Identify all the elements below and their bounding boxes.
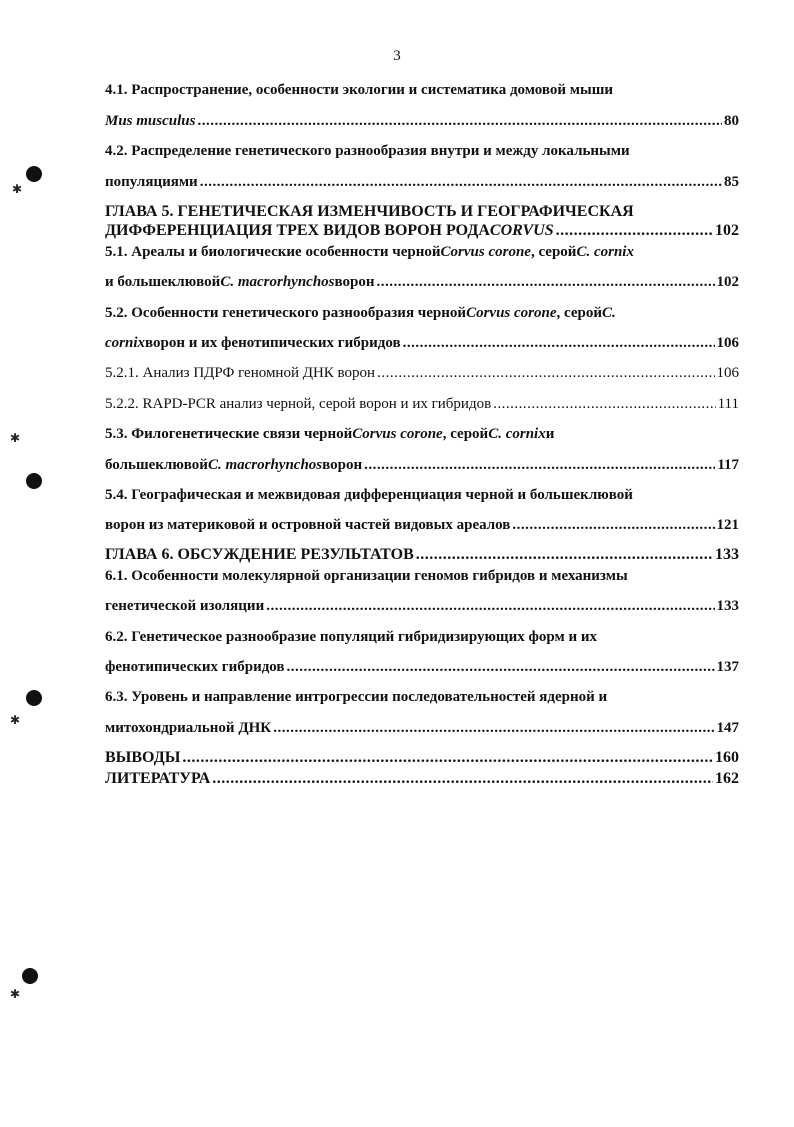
- leader-dots: [493, 392, 715, 416]
- page-ref: 106: [716, 365, 739, 381]
- leader-dots: [197, 109, 722, 133]
- page-ref: 106: [716, 335, 739, 351]
- toc-entry-5-2-title: 5.2. Особенности генетического разнообразия черной Corvus corone , серой C.: [105, 305, 616, 321]
- page-ref: 133: [715, 546, 739, 563]
- toc-entry-5-2-cont: cornix ворон и их фенотипических гибридов ..... 106: [105, 331, 739, 355]
- leader-dots: [377, 361, 714, 385]
- leader-dots: [273, 716, 714, 740]
- toc-entry-4-2-cont: популяциями ..... 85: [105, 170, 739, 194]
- leader-dots: [287, 655, 715, 679]
- page-ref: 160: [715, 749, 739, 766]
- leader-dots: [364, 453, 715, 477]
- scan-speck: ✱: [10, 713, 21, 727]
- leader-dots: [212, 767, 713, 791]
- toc-chapter-6: ГЛАВА 6. ОБСУЖДЕНИЕ РЕЗУЛЬТАТОВ ..... 133: [105, 543, 739, 567]
- leader-dots: [512, 513, 714, 537]
- toc-entry-6-1-title: 6.1. Особенности молекулярной организации геномов гибридов и механизмы: [105, 568, 628, 584]
- toc-entry-6-1-cont: генетической изоляции ..... 133: [105, 594, 739, 618]
- toc-entry-5-1-title: 5.1. Ареалы и биологические особенности черной Corvus corone , серой C. cornix: [105, 244, 634, 260]
- toc-entry-4-1-title: 4.1. Распространение, особенности экологии и систематика домовой мыши: [105, 82, 614, 98]
- scan-speck: ✱: [10, 431, 21, 445]
- page-ref: 162: [715, 770, 739, 787]
- binder-hole: [26, 473, 42, 489]
- page-number: 3: [393, 48, 401, 64]
- leader-dots: [200, 170, 722, 194]
- toc-chapter-5-cont: ДИФФЕРЕНЦИАЦИЯ ТРЕХ ВИДОВ ВОРОН РОДА CORVUS ..... 102: [105, 219, 739, 243]
- page-ref: 133: [716, 598, 739, 614]
- scan-speck: ✱: [12, 182, 23, 196]
- page-ref: 117: [717, 457, 739, 473]
- toc-chapter-5-title: ГЛАВА 5. ГЕНЕТИЧЕСКАЯ ИЗМЕНЧИВОСТЬ И ГЕОГРАФИЧЕСКАЯ: [105, 203, 634, 220]
- toc-entry-6-2-title: 6.2. Генетическое разнообразие популяций гибридизирующих форм и их: [105, 629, 597, 645]
- toc-entry-6-3-cont: митохондриальной ДНК ..... 147: [105, 716, 739, 740]
- leader-dots: [377, 270, 715, 294]
- toc-entry-5-2-1: 5.2.1. Анализ ПДРФ геномной ДНК ворон ..... 106: [105, 361, 739, 385]
- binder-hole: [26, 690, 42, 706]
- toc-entry-5-1-cont: и большеклювой C. macrorhynchos ворон ..... 102: [105, 270, 739, 294]
- page-ref: 147: [716, 720, 739, 736]
- page-ref: 111: [717, 396, 739, 412]
- page-ref: 137: [716, 659, 739, 675]
- toc-entry-4-2-title: 4.2. Распределение генетического разнообразия внутри и между локальными: [105, 143, 630, 159]
- toc-entry-5-2-2: 5.2.2. RAPD-PCR анализ черной, серой ворон и их гибридов ..... 111: [105, 392, 739, 416]
- toc-entry-4-1-cont: Mus musculus ..... 80: [105, 109, 739, 133]
- binder-hole: [26, 166, 42, 182]
- page-ref: 102: [716, 274, 739, 290]
- binder-hole: [22, 968, 38, 984]
- page-ref: 80: [724, 113, 739, 129]
- leader-dots: [266, 594, 714, 618]
- toc-entry-5-3-cont: большеклювой C. macrorhynchos ворон ..... 117: [105, 453, 739, 477]
- toc-entry-5-3-title: 5.3. Филогенетические связи черной Corvus corone , серой C. cornix и: [105, 426, 555, 442]
- toc-entry-6-3-title: 6.3. Уровень и направление интрогрессии последовательностей ядерной и: [105, 689, 608, 705]
- leader-dots: [403, 331, 715, 355]
- toc-conclusions: ВЫВОДЫ ..... 160: [105, 746, 739, 770]
- page-ref: 85: [724, 174, 739, 190]
- toc-entry-5-4-title: 5.4. Географическая и межвидовая дифференциация черной и большеклювой: [105, 487, 633, 503]
- page-ref: 121: [716, 517, 739, 533]
- scan-speck: ✱: [10, 987, 21, 1001]
- toc-entry-6-2-cont: фенотипических гибридов ..... 137: [105, 655, 739, 679]
- toc-entry-5-4-cont: ворон из материковой и островной частей видовых ареалов ..... 121: [105, 513, 739, 537]
- page-ref: 102: [715, 222, 739, 239]
- toc-literature: ЛИТЕРАТУРА ..... 162: [105, 767, 739, 791]
